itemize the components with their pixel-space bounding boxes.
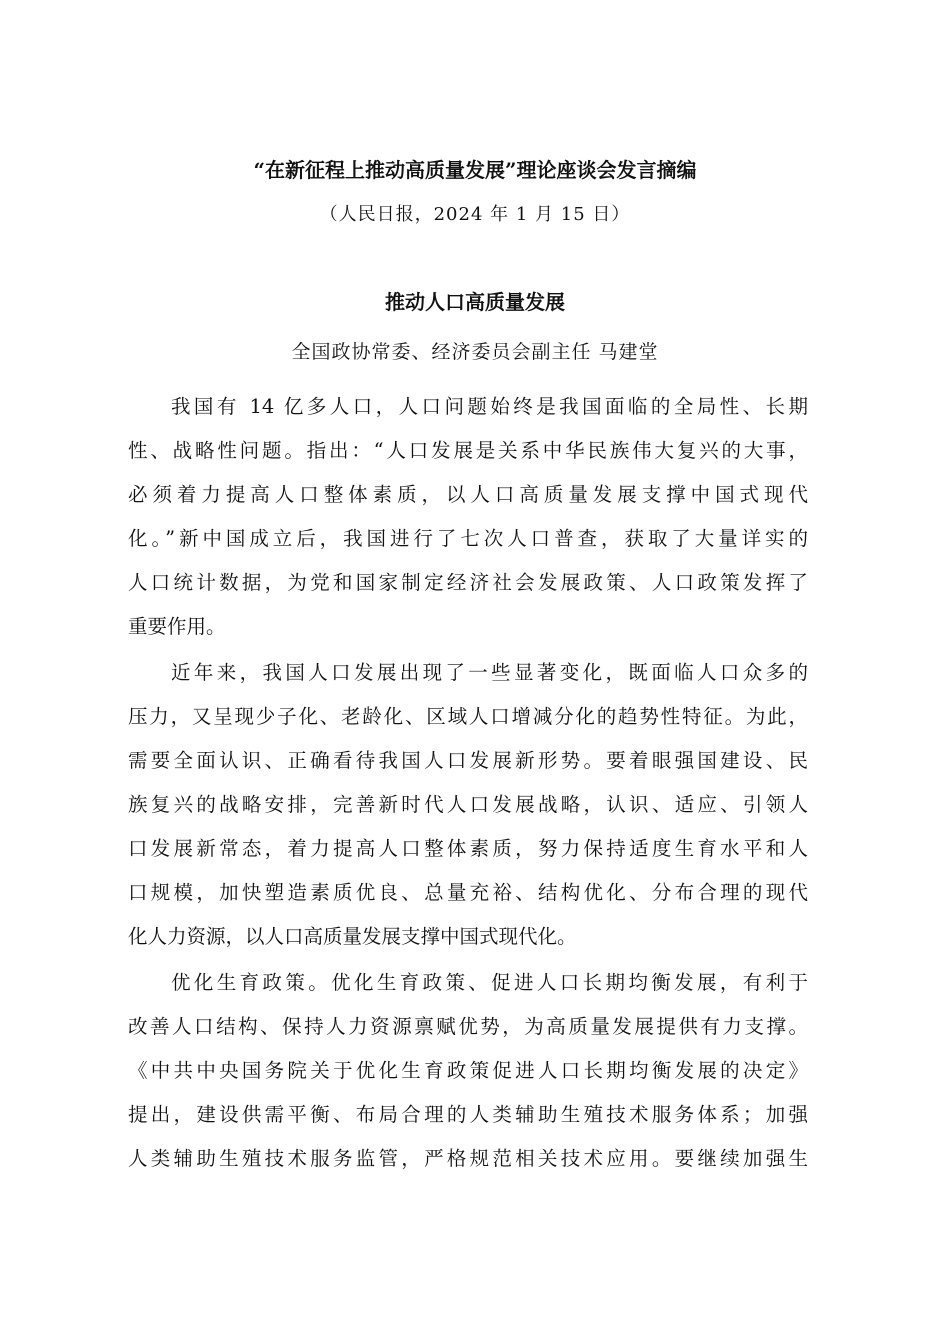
paragraph-line: 人类辅助生殖技术服务监管，严格规范相关技术应用。要继续加强生 (128, 1147, 808, 1170)
paragraph-line: 需要全面认识、正确看待我国人口发展新形势。要着眼强国建设、民 (128, 749, 808, 772)
document-title: “在新征程上推动高质量发展”理论座谈会发言摘编 (253, 158, 697, 182)
paragraph-line: 人口统计数据，为党和国家制定经济社会发展政策、人口政策发挥了 (128, 571, 808, 594)
paragraph-line: 近年来，我国人口发展出现了一些显著变化，既面临人口众多的 (171, 661, 808, 684)
paragraph-line: 口发展新常态，着力提高人口整体素质，努力保持适度生育水平和人 (128, 837, 808, 860)
paragraph-line: 《中共中央国务院关于优化生育政策促进人口长期均衡发展的决定》 (128, 1059, 808, 1082)
paragraph-line: 必须着力提高人口整体素质，以人口高质量发展支撑中国式现代 (128, 483, 808, 506)
paragraph-1 (128, 385, 808, 649)
paragraph-2 (128, 651, 808, 959)
section-title: 推动人口高质量发展 (385, 290, 565, 314)
paragraph-line: 压力，又呈现少子化、老龄化、区域人口增减分化的趋势性特征。为此， (128, 705, 808, 728)
document-source: （人民日报，2024 年 1 月 15 日） (319, 204, 631, 225)
author-line: 全国政协常委、经济委员会副主任 马建堂 (291, 341, 659, 363)
paragraph-line: 化。”新中国成立后，我国进行了七次人口普查，获取了大量详实的 (128, 527, 808, 550)
paragraph-3 (128, 961, 808, 1181)
paragraph-line: 性、战略性问题。指出：“人口发展是关系中华民族伟大复兴的大事， (128, 439, 808, 462)
paragraph-line: 重要作用。 (128, 615, 226, 638)
paragraph-line: 族复兴的战略安排，完善新时代人口发展战略，认识、适应、引领人 (128, 793, 808, 816)
paragraph-line: 我国有 14 亿多人口，人口问题始终是我国面临的全局性、长期 (171, 395, 808, 418)
paragraph-line: 改善人口结构、保持人力资源禀赋优势，为高质量发展提供有力支撑。 (128, 1015, 808, 1038)
paragraph-line: 优化生育政策。优化生育政策、促进人口长期均衡发展，有利于 (171, 971, 808, 994)
paragraph-line: 化人力资源，以人口高质量发展支撑中国式现代化。 (128, 925, 577, 948)
paragraph-line: 口规模，加快塑造素质优良、总量充裕、结构优化、分布合理的现代 (128, 881, 808, 904)
paragraph-line: 提出，建设供需平衡、布局合理的人类辅助生殖技术服务体系；加强 (128, 1103, 808, 1126)
